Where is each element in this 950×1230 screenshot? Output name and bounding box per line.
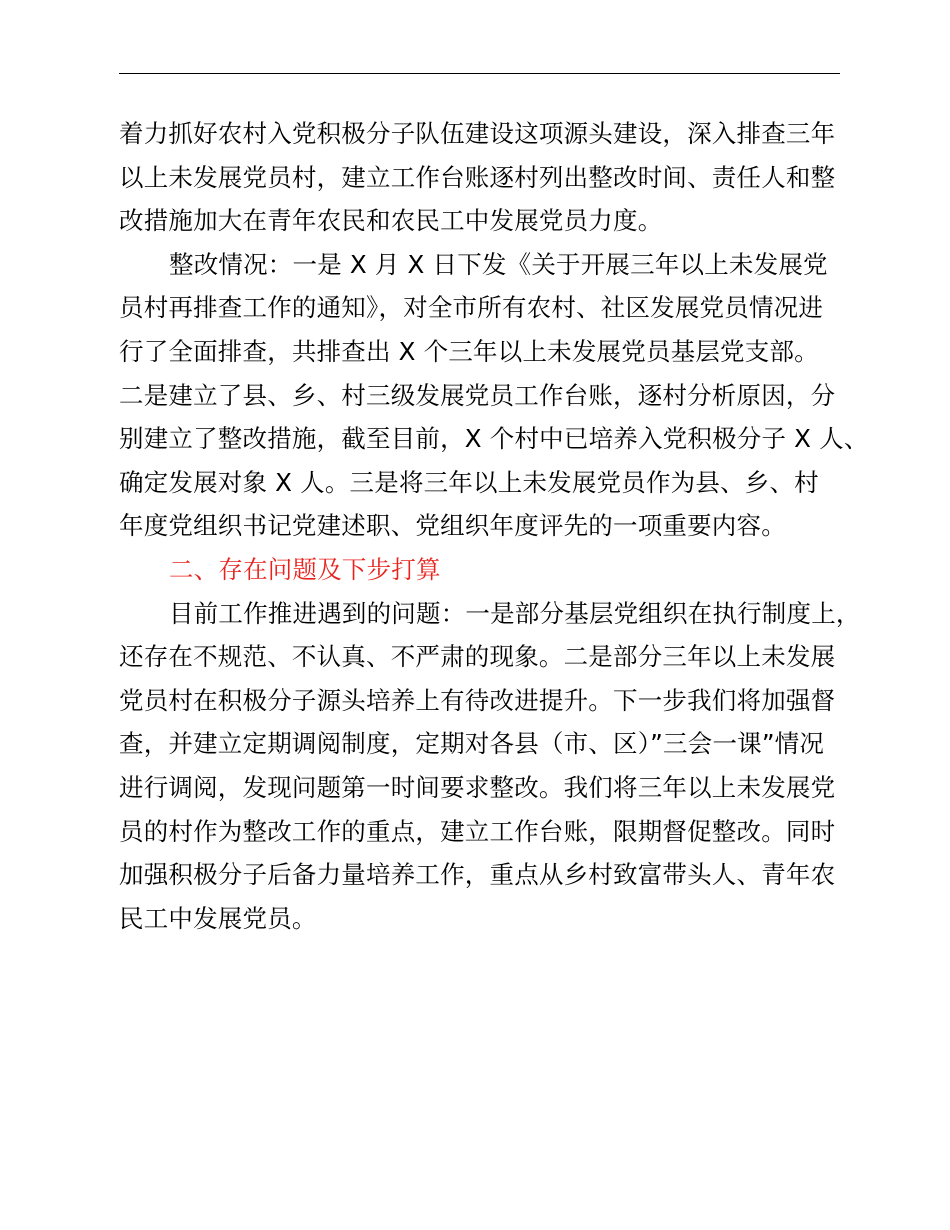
section-heading: 二、存在问题及下步打算 xyxy=(169,554,441,584)
text-line: 行了全面排查，共排查出 X 个三年以上未发展党员基层党支部。 xyxy=(119,336,819,366)
text-line: 还存在不规范、不认真、不严肃的现象。二是部分三年以上未发展 xyxy=(119,642,836,672)
text-line: 改措施加大在青年农民和农民工中发展党员力度。 xyxy=(119,206,663,236)
paragraph-rectification-status xyxy=(119,243,869,548)
paragraph-continuation xyxy=(119,112,859,243)
text-line: 员村再排查工作的通知》，对全市所有农村、社区发展党员情况进 xyxy=(119,293,824,323)
text-line: 民工中发展党员。 xyxy=(119,903,317,933)
text-line: 整改情况：一是 X 月 X 日下发《关于开展三年以上未发展党 xyxy=(169,249,828,279)
text-line: 目前工作推进遇到的问题：一是部分基层党组织在执行制度上， xyxy=(169,598,861,628)
text-line: 确定发展对象 X 人。三是将三年以上未发展党员作为县、乡、村 xyxy=(119,467,819,497)
text-line: 进行调阅，发现问题第一时间要求整改。我们将三年以上未发展党 xyxy=(119,772,836,802)
text-line: 别建立了整改措施，截至目前，X 个村中已培养入党积极分子 X 人、 xyxy=(119,424,869,454)
text-line: 以上未发展党员村，建立工作台账逐村列出整改时间、责任人和整 xyxy=(119,162,836,192)
text-line: 党员村在积极分子源头培养上有待改进提升。下一步我们将加强督 xyxy=(119,685,836,715)
text-line: 年度党组织书记党建述职、党组织年度评先的一项重要内容。 xyxy=(119,511,786,541)
header-rule xyxy=(119,73,840,74)
text-line: 二是建立了县、乡、村三级发展党员工作台账，逐村分析原因，分 xyxy=(119,380,836,410)
text-line: 加强积极分子后备力量培养工作，重点从乡村致富带头人、青年农 xyxy=(119,860,836,890)
text-line: 员的村作为整改工作的重点，建立工作台账，限期督促整改。同时 xyxy=(119,816,836,846)
paragraph-problems-next-steps xyxy=(119,592,859,941)
text-line: 着力抓好农村入党积极分子队伍建设这项源头建设，深入排查三年 xyxy=(119,119,836,148)
document-body xyxy=(119,112,869,940)
text-line: 查，并建立定期调阅制度，定期对各县（市、区）”三会一课”情况 xyxy=(119,729,825,759)
